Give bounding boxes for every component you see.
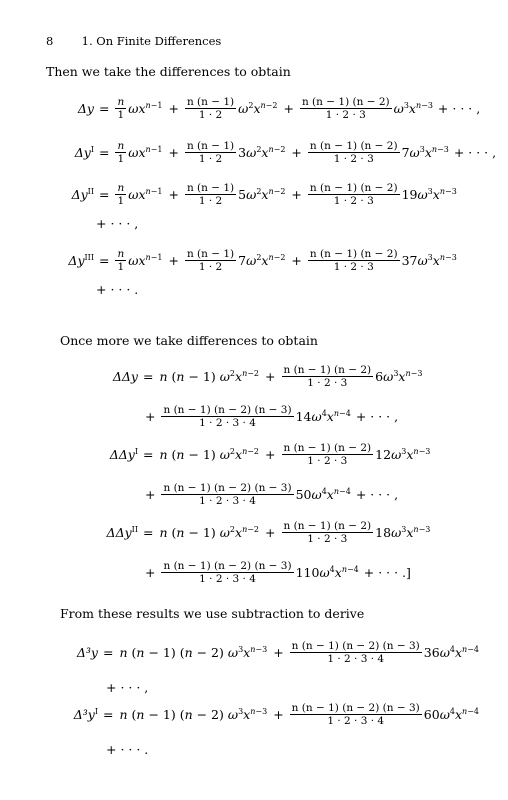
fraction: $\frac{n (n - 1) (n - 2)}{1 \cdot 2 \cdot 3}$	[283, 364, 372, 390]
fraction: $\frac{n (n - 1) (n - 2) (n - 3)}{1 \cdot 2 \cdot 3 \cdot 4}$	[163, 560, 292, 586]
continuation-line: + · · · .	[106, 742, 149, 757]
equation-delta-y: Δy = $\frac{n}{1}$ $\omega x^{n-1}$ + $\frac{n (n - 1)}{1 \cdot 2}$ $\omega^2x^{n-2}$ + $\frac{n (n - 1) (n - 2)}{1 \cdot 2 \cdot 3}$ $\omega^3x^{n-3}$ + · · · ,	[58, 96, 480, 121]
equation-delta3-y-I: $\Delta^3y^I$ = n (n − 1) (n − 2) $\omega^3x^{n-3}$ + $\frac{n (n - 1) (n - 2) (n - 3)}{1 \cdot 2 \cdot 3 \cdot 4}$ $60\omega^4x^{n-4}$	[58, 702, 480, 727]
fraction: $\frac{n (n - 1) (n - 2)}{1 \cdot 2 \cdot 3}$	[309, 248, 398, 274]
continuation: + · · · ,	[355, 409, 399, 425]
equation-delta-delta-y-I: ΔΔy$^I$ = n (n − 1) $\omega^2x^{n-2}$ + $\frac{n (n - 1) (n - 2)}{1 \cdot 2 \cdot 3}$ $12\omega^3x^{n-3}$	[84, 442, 431, 467]
coefficient: 19	[401, 187, 418, 203]
fraction: $\frac{n (n - 1) (n - 2)}{1 \cdot 2 \cdot 3}$	[301, 96, 390, 122]
coefficient: 14	[295, 409, 312, 425]
equation-lhs: Δ³y	[76, 645, 98, 661]
fraction: $\frac{n (n - 1)}{1 \cdot 2}$	[186, 182, 235, 208]
equation-delta-delta-y-II: ΔΔy$^{II}$ = n (n − 1) $\omega^2x^{n-2}$ + $\frac{n (n - 1) (n - 2)}{1 \cdot 2 \cdot 3}$ $18\omega^3x^{n-3}$	[84, 520, 431, 545]
section-title: 1. On Finite Differences	[81, 34, 222, 48]
coefficient: 7	[238, 253, 247, 269]
fraction: $\frac{n}{1}$	[117, 140, 125, 166]
fraction: $\frac{n}{1}$	[117, 182, 125, 208]
coefficient: 5	[238, 187, 247, 203]
fraction: $\frac{n (n - 1) (n - 2)}{1 \cdot 2 \cdot 3}$	[283, 442, 372, 468]
fraction: $\frac{n (n - 1) (n - 2) (n - 3)}{1 \cdot 2 \cdot 3 \cdot 4}$	[163, 482, 292, 508]
equation-lhs: Δy	[77, 101, 94, 117]
fraction: $\frac{n (n - 1) (n - 2)}{1 \cdot 2 \cdot 3}$	[283, 520, 372, 546]
equation-delta-y-I: $\Delta y^I$ = $\frac{n}{1}$ $\omega x^{n-1}$ + $\frac{n (n - 1)}{1 \cdot 2}$ $3\omega^2x^{n-2}$ + $\frac{n (n - 1) (n - 2)}{1 \cdot 2 \cdot 3}$ $7\omega^3x^{n-3}$ + · · · ,	[58, 140, 496, 165]
equation-delta3-y: Δ³y = n (n − 1) (n − 2) $\omega^3x^{n-3}$ + $\frac{n (n - 1) (n - 2) (n - 3)}{1 \cdot 2 \cdot 3 \cdot 4}$ $36\omega^4x^{n-4}$	[58, 640, 480, 665]
fraction: $\frac{n}{1}$	[117, 248, 125, 274]
coefficient: 6	[375, 369, 384, 385]
continuation: + · · · .]	[363, 565, 411, 581]
page-number: 8	[46, 34, 54, 48]
coefficient: 110	[295, 565, 320, 581]
coefficient: 7	[401, 145, 410, 161]
equation-lhs: $\Delta y^{III}$	[68, 252, 94, 269]
fraction: $\frac{n (n - 1)}{1 \cdot 2}$	[186, 96, 235, 122]
equation-delta-delta-y: ΔΔy = n (n − 1) $\omega^2x^{n-2}$ + $\frac{n (n - 1) (n - 2)}{1 \cdot 2 \cdot 3}$ $6\omega^3x^{n-3}$	[94, 364, 423, 389]
fraction: $\frac{n (n - 1) (n - 2) (n - 3)}{1 \cdot 2 \cdot 3 \cdot 4}$	[291, 640, 420, 666]
continuation-line: + · · · ,	[106, 680, 149, 695]
intro-paragraph-1: Then we take the differences to obtain	[46, 64, 291, 79]
fraction: $\frac{n (n - 1) (n - 2)}{1 \cdot 2 \cdot 3}$	[309, 182, 398, 208]
coefficient: 3	[238, 145, 247, 161]
fraction: $\frac{n (n - 1)}{1 \cdot 2}$	[186, 140, 235, 166]
running-header	[46, 34, 221, 48]
equation-lhs: $\Delta^3y^I$	[73, 706, 98, 723]
coefficient: 50	[295, 487, 312, 503]
fraction: $\frac{n (n - 1) (n - 2)}{1 \cdot 2 \cdot 3}$	[309, 140, 398, 166]
equation-delta-y-III: $\Delta y^{III}$ = $\frac{n}{1}$ $\omega x^{n-1}$ + $\frac{n (n - 1)}{1 \cdot 2}$ $7\omega^2x^{n-2}$ + $\frac{n (n - 1) (n - 2)}{1 \cdot 2 \cdot 3}$ $37\omega^3x^{n-3}$	[48, 248, 458, 273]
equation-delta-delta-y-I-cont: + $\frac{n (n - 1) (n - 2) (n - 3)}{1 \cdot 2 \cdot 3 \cdot 4}$ $50\omega^4x^{n-4}$ + · · · ,	[145, 482, 399, 508]
coefficient: 18	[375, 525, 392, 541]
equation-lhs: $\Delta y^{II}$	[71, 186, 94, 203]
equation-lhs: ΔΔy$^{II}$	[106, 524, 138, 541]
continuation-line: + · · · ,	[96, 216, 139, 231]
coefficient: 36	[423, 645, 440, 661]
coefficient: 60	[423, 707, 440, 723]
intro-paragraph-3: From these results we use subtraction to derive	[60, 606, 365, 621]
coefficient: 12	[375, 447, 392, 463]
fraction: $\frac{n (n - 1) (n - 2) (n - 3)}{1 \cdot 2 \cdot 3 \cdot 4}$	[291, 702, 420, 728]
coefficient: 37	[401, 253, 418, 269]
equation-delta-delta-y-cont: + $\frac{n (n - 1) (n - 2) (n - 3)}{1 \cdot 2 \cdot 3 \cdot 4}$ $14\omega^4x^{n-4}$ + · · · ,	[145, 404, 399, 430]
equation-delta-y-II: $\Delta y^{II}$ = $\frac{n}{1}$ $\omega x^{n-1}$ + $\frac{n (n - 1)}{1 \cdot 2}$ $5\omega^2x^{n-2}$ + $\frac{n (n - 1) (n - 2)}{1 \cdot 2 \cdot 3}$ $19\omega^3x^{n-3}$	[58, 182, 458, 207]
fraction: $\frac{n}{1}$	[117, 96, 125, 122]
equation-lhs: ΔΔy$^I$	[109, 446, 138, 463]
continuation: + · · · ,	[453, 145, 497, 161]
continuation: + · · · ,	[437, 101, 481, 117]
equation-delta-delta-y-II-cont: + $\frac{n (n - 1) (n - 2) (n - 3)}{1 \cdot 2 \cdot 3 \cdot 4}$ $110\omega^4x^{n-4}$ + · · · .]	[145, 560, 411, 586]
equation-lhs: ΔΔy	[112, 369, 138, 385]
continuation: + · · · ,	[355, 487, 399, 503]
fraction: $\frac{n (n - 1)}{1 \cdot 2}$	[186, 248, 235, 274]
continuation-line: + · · · .	[96, 282, 139, 297]
equation-lhs: $\Delta y^I$	[74, 144, 94, 161]
fraction: $\frac{n (n - 1) (n - 2) (n - 3)}{1 \cdot 2 \cdot 3 \cdot 4}$	[163, 404, 292, 430]
intro-paragraph-2: Once more we take differences to obtain	[60, 333, 318, 348]
